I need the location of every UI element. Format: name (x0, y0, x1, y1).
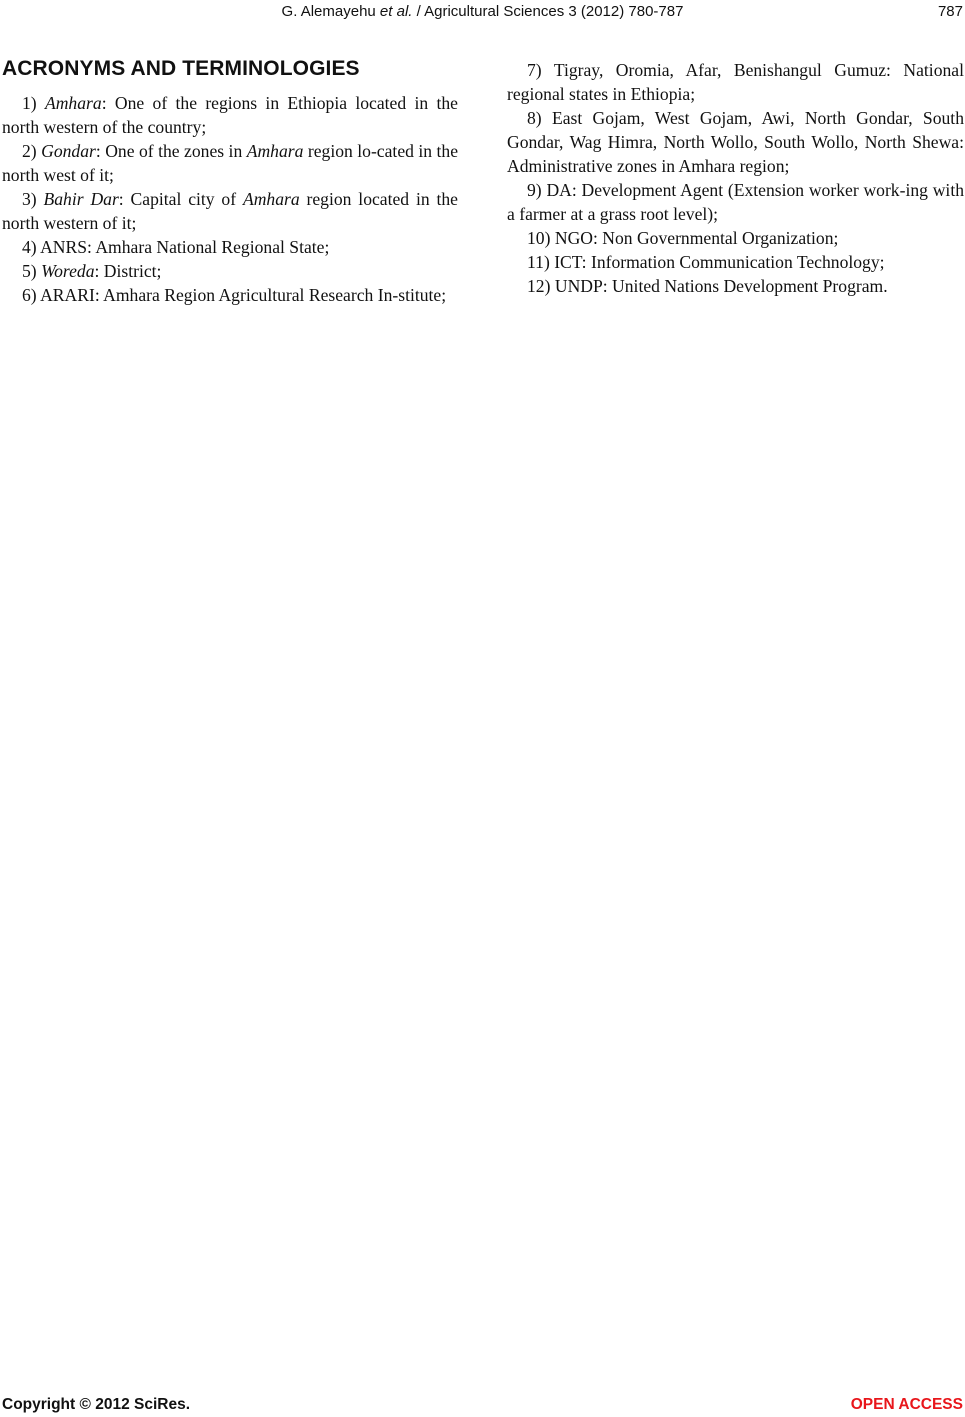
entry-11 (507, 250, 964, 274)
entry-number: 12) (527, 276, 555, 296)
entry-text-secondary: region lo-cated in the north west of it; (2, 141, 459, 185)
entry-number: 6) (22, 285, 41, 305)
entry-12 (507, 274, 964, 298)
entry-9 (507, 178, 964, 226)
page-number: 787 (937, 3, 963, 20)
entry-3 (2, 187, 458, 235)
entry-number: 5) (22, 261, 42, 281)
entry-number: 8) (527, 108, 552, 128)
entry-8 (507, 106, 964, 178)
header-et-al: et al. (379, 3, 413, 20)
entry-term-secondary: Amhara (242, 189, 300, 209)
entry-text: : District; (94, 261, 162, 281)
entry-number: 3) (22, 189, 44, 209)
entry-text: ICT: Information Communication Technology; (554, 252, 885, 272)
entry-number: 9) (527, 180, 547, 200)
entry-term: Woreda (41, 261, 95, 281)
entry-1 (2, 91, 458, 139)
entry-text: UNDP: United Nations Development Program. (554, 276, 888, 296)
entry-text: ANRS: Amhara National Regional State; (40, 237, 330, 257)
entry-number: 10) (527, 228, 555, 248)
entry-text: NGO: Non Governmental Organization; (554, 228, 839, 248)
right-column (507, 58, 964, 298)
running-header (0, 3, 965, 23)
header-authors: G. Alemayehu (281, 3, 376, 20)
entry-7 (507, 58, 964, 106)
entry-number: 4) (22, 237, 41, 257)
entry-text: East Gojam, West Gojam, Awi, North Gondar, South Gondar, Wag Himra, North Wollo, South Wollo, North Shewa: Administrative zones in Amhara region; (507, 108, 964, 176)
entry-number: 2) (22, 141, 42, 161)
entry-text: : Capital city of (118, 189, 243, 209)
entry-number: 1) (22, 93, 45, 113)
page-footer (0, 1396, 965, 1416)
entry-text: : One of the zones in (95, 141, 247, 161)
entry-text-secondary: region located in the north western of it; (2, 189, 458, 233)
entry-5 (2, 259, 458, 283)
copyright-notice: Copyright © 2012 SciRes. (2, 1396, 191, 1413)
entry-10 (507, 226, 964, 250)
open-access-label: OPEN ACCESS (850, 1396, 963, 1413)
entry-text: ARARI: Amhara Region Agricultural Research In-stitute; (40, 285, 447, 305)
header-citation (0, 3, 965, 20)
entry-4 (2, 235, 458, 259)
entry-text: DA: Development Agent (Extension worker work-ing with a farmer at a grass root level); (507, 180, 964, 224)
header-journal-info: / Agricultural Sciences 3 (2012) 780-787 (416, 3, 684, 20)
entry-term: Gondar (41, 141, 96, 161)
entry-number: 7) (527, 60, 554, 80)
entry-number: 11) (527, 252, 555, 272)
entry-text: Tigray, Oromia, Afar, Benishangul Gumuz: National regional states in Ethiopia; (507, 60, 964, 104)
entry-term: Amhara (44, 93, 102, 113)
left-column (2, 58, 458, 307)
section-title: ACRONYMS AND TERMINOLOGIES (2, 57, 360, 80)
entry-term-secondary: Amhara (246, 141, 304, 161)
entry-2 (2, 139, 458, 187)
entry-term: Bahir Dar (43, 189, 119, 209)
entry-6 (2, 283, 458, 307)
entry-text: : One of the regions in Ethiopia located in the north western of the country; (2, 93, 458, 137)
